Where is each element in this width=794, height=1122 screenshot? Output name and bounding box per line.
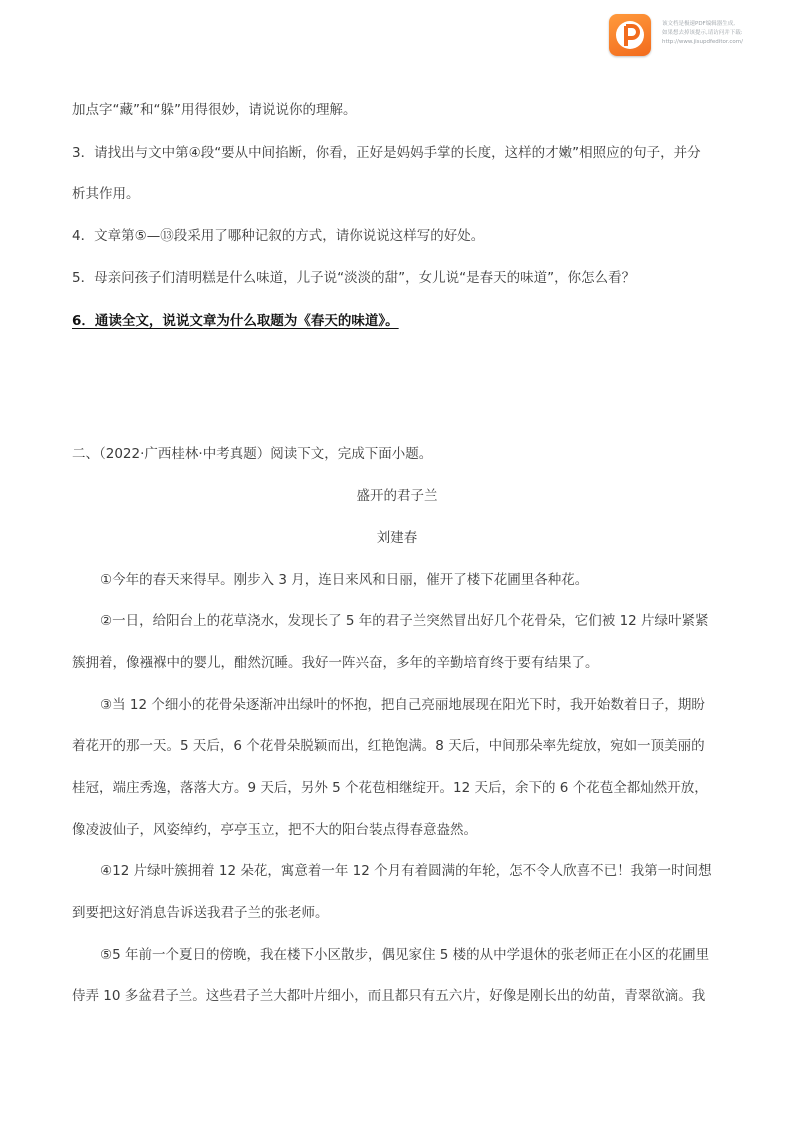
paragraph-4-line-2: 到要把这好消息告诉送我君子兰的张老师。 [72, 905, 329, 921]
paragraph-3-line-4: 像凌波仙子，风姿绰约，亭亭玉立，把不大的阳台装点得春意盎然。 [72, 822, 477, 838]
question-6: 6．通读全文，说说文章为什么取题为《春天的味道》。 [72, 313, 399, 329]
question-3-line-2: 析其作用。 [72, 186, 140, 202]
question-2-continued: 加点字“藏”和“躲”用得很妙，请说说你的理解。 [72, 102, 357, 118]
watermark-notice [662, 20, 790, 47]
paragraph-5-line-2: 侍弄 10 多盆君子兰。这些君子兰大都叶片细小，而且都只有五六片，好像是刚长出的幼苗，青翠欲滴。我 [72, 988, 706, 1004]
article-title: 盛开的君子兰 [356, 488, 438, 504]
pdf-editor-logo-icon [609, 14, 651, 56]
article-author: 刘建春 [376, 530, 418, 546]
paragraph-2-line-1: ②一日，给阳台上的花草浇水，发现长了 5 年的君子兰突然冒出好几个花骨朵，它们被 12 片绿叶紧紧 [100, 613, 709, 629]
question-5: 5．母亲问孩子们清明糕是什么味道，儿子说“淡淡的甜”，女儿说“是春天的味道”，你怎么看？ [72, 270, 636, 286]
watermark-url: http://www.jisupdfeditor.com/ [662, 39, 743, 45]
paragraph-1: ①今年的春天来得早。刚步入 3 月，连日来风和日丽，催开了楼下花圃里各种花。 [100, 572, 589, 588]
paragraph-4-line-1: ④12 片绿叶簇拥着 12 朵花，寓意着一年 12 个月有着圆满的年轮，怎不令人欣喜不已！我第一时间想 [100, 863, 712, 879]
question-4: 4．文章第⑤—⑬段采用了哪种记叙的方式，请你说说这样写的好处。 [72, 228, 485, 244]
question-3-line-1: 3．请找出与文中第④段“要从中间掐断，你看，正好是妈妈手掌的长度，这样的才嫩”相照应的句子，并分 [72, 145, 701, 161]
paragraph-3-line-2: 着花开的那一天。5 天后，6 个花骨朵脱颖而出，红艳饱满。8 天后，中间那朵率先绽放，宛如一顶美丽的 [72, 738, 705, 754]
paragraph-3-line-1: ③当 12 个细小的花骨朵逐渐冲出绿叶的怀抱，把自己亮丽地展现在阳光下时，我开始数着日子，期盼 [100, 697, 705, 713]
paragraph-5-line-1: ⑤5 年前一个夏日的傍晚，我在楼下小区散步，偶见家住 5 楼的从中学退休的张老师正在小区的花圃里 [100, 947, 710, 963]
watermark-line-2: 如果想去掉该提示,请访问并下载: [662, 30, 743, 36]
section-2-heading: 二、（2022·广西桂林·中考真题）阅读下文，完成下面小题。 [72, 446, 433, 462]
paragraph-2-line-2: 簇拥着，像襁褓中的婴儿，酣然沉睡。我好一阵兴奋，多年的辛勤培育终于要有结果了。 [72, 655, 599, 671]
paragraph-3-line-3: 桂冠，端庄秀逸，落落大方。9 天后，另外 5 个花苞相继绽开。12 天后，余下的 6 个花苞全都灿然开放， [72, 780, 708, 796]
watermark-line-1: 该文档是极速PDF编辑器生成, [662, 21, 735, 27]
